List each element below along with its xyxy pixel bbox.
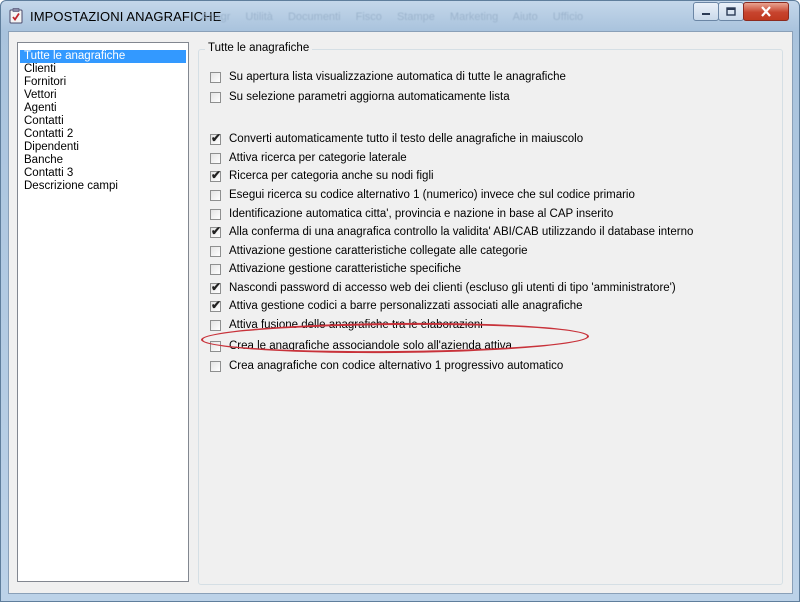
clipboard-check-icon [9,8,23,24]
tree-item[interactable]: Contatti [24,115,64,127]
title-bar[interactable] [1,1,799,31]
option-row[interactable] [210,261,461,277]
checkmark-icon: ✔ [211,167,222,182]
tree-list [18,43,188,193]
option-label: Alla conferma di una anagrafica controllo la validita' ABI/CAB utilizzando il database interno [229,226,694,238]
option-checkbox[interactable] [210,297,222,312]
dialog-body [8,31,793,594]
option-checkbox[interactable] [210,246,221,257]
checkmark-icon: ✔ [211,279,222,294]
minimize-icon [701,8,711,16]
option-row[interactable] [210,243,528,259]
checkmark-icon: ✔ [211,130,222,145]
option-row[interactable] [210,150,407,166]
tree-item[interactable]: Agenti [24,102,57,114]
option-checkbox[interactable] [210,209,221,220]
option-label: Su selezione parametri aggiorna automaticamente lista [229,91,510,103]
option-checkbox[interactable] [210,92,221,103]
option-checkbox[interactable] [210,153,221,164]
option-row[interactable] [210,168,434,184]
tree-item[interactable]: Descrizione campi [24,180,118,192]
option-label: Ricerca per categoria anche su nodi figli [229,170,434,182]
maximize-icon [726,7,736,16]
option-label: Crea anagrafiche con codice alternativo 1 progressivo automatico [229,360,564,372]
option-checkbox[interactable] [210,320,221,331]
option-label: Identificazione automatica citta', provincia e nazione in base al CAP inserito [229,208,614,220]
option-label: Attivazione gestione caratteristiche specifiche [229,263,462,275]
group-title: Tutte le anagrafiche [205,42,312,54]
tree-item[interactable]: Banche [24,154,64,166]
tree-item[interactable]: Tutte le anagrafiche [20,50,186,63]
option-row[interactable] [210,131,583,147]
option-checkbox[interactable] [210,72,221,83]
option-checkbox[interactable] [210,264,221,275]
option-checkbox[interactable] [210,130,222,145]
window-title: IMPOSTAZIONI ANAGRAFICHE [30,9,222,24]
background-menu-text: Anagr Utilità Documenti Fisco Stampe Marketing Aiuto Ufficio [201,11,584,23]
tree-item[interactable]: Dipendenti [24,141,79,153]
option-label: Esegui ricerca su codice alternativo 1 (numerico) invece che sul codice primario [229,189,635,201]
category-tree[interactable] [17,42,189,582]
maximize-button[interactable] [718,2,744,21]
option-row[interactable] [210,89,510,105]
option-row[interactable] [210,206,613,222]
option-row[interactable] [210,224,693,240]
option-label: Nascondi password di accesso web dei clienti (escluso gli utenti di tipo 'amministratore') [229,282,676,294]
tree-item[interactable]: Contatti 3 [24,167,74,179]
minimize-button[interactable] [693,2,719,21]
close-icon [760,6,772,17]
option-label: Crea le anagrafiche associandole solo all'azienda attiva [229,340,512,352]
option-row[interactable] [210,280,676,296]
option-label: Attivazione gestione caratteristiche collegate alle categorie [229,245,528,257]
tree-item[interactable]: Vettori [24,89,57,101]
option-checkbox[interactable] [210,167,222,182]
tree-item[interactable]: Fornitori [24,76,67,88]
option-checkbox[interactable] [210,361,221,372]
option-row[interactable] [210,69,566,85]
checkmark-icon: ✔ [211,297,222,312]
option-label: Attiva gestione codici a barre personalizzati associati alle anagrafiche [229,300,583,312]
option-label: Converti automaticamente tutto il testo delle anagrafiche in maiuscolo [229,133,584,145]
option-row[interactable] [210,358,563,374]
option-label: Attiva fusione delle anagrafiche tra le elaborazioni [229,319,483,331]
option-row[interactable] [210,298,583,314]
option-row[interactable] [210,187,635,203]
close-button[interactable] [743,2,789,21]
option-checkbox[interactable] [210,223,222,238]
option-checkbox[interactable] [210,279,222,294]
option-checkbox[interactable] [210,190,221,201]
checkmark-icon: ✔ [211,223,222,238]
tree-item[interactable]: Clienti [24,63,56,75]
option-label: Su apertura lista visualizzazione automatica di tutte le anagrafiche [229,71,566,83]
tree-item[interactable]: Contatti 2 [24,128,74,140]
option-label: Attiva ricerca per categorie laterale [229,152,407,164]
